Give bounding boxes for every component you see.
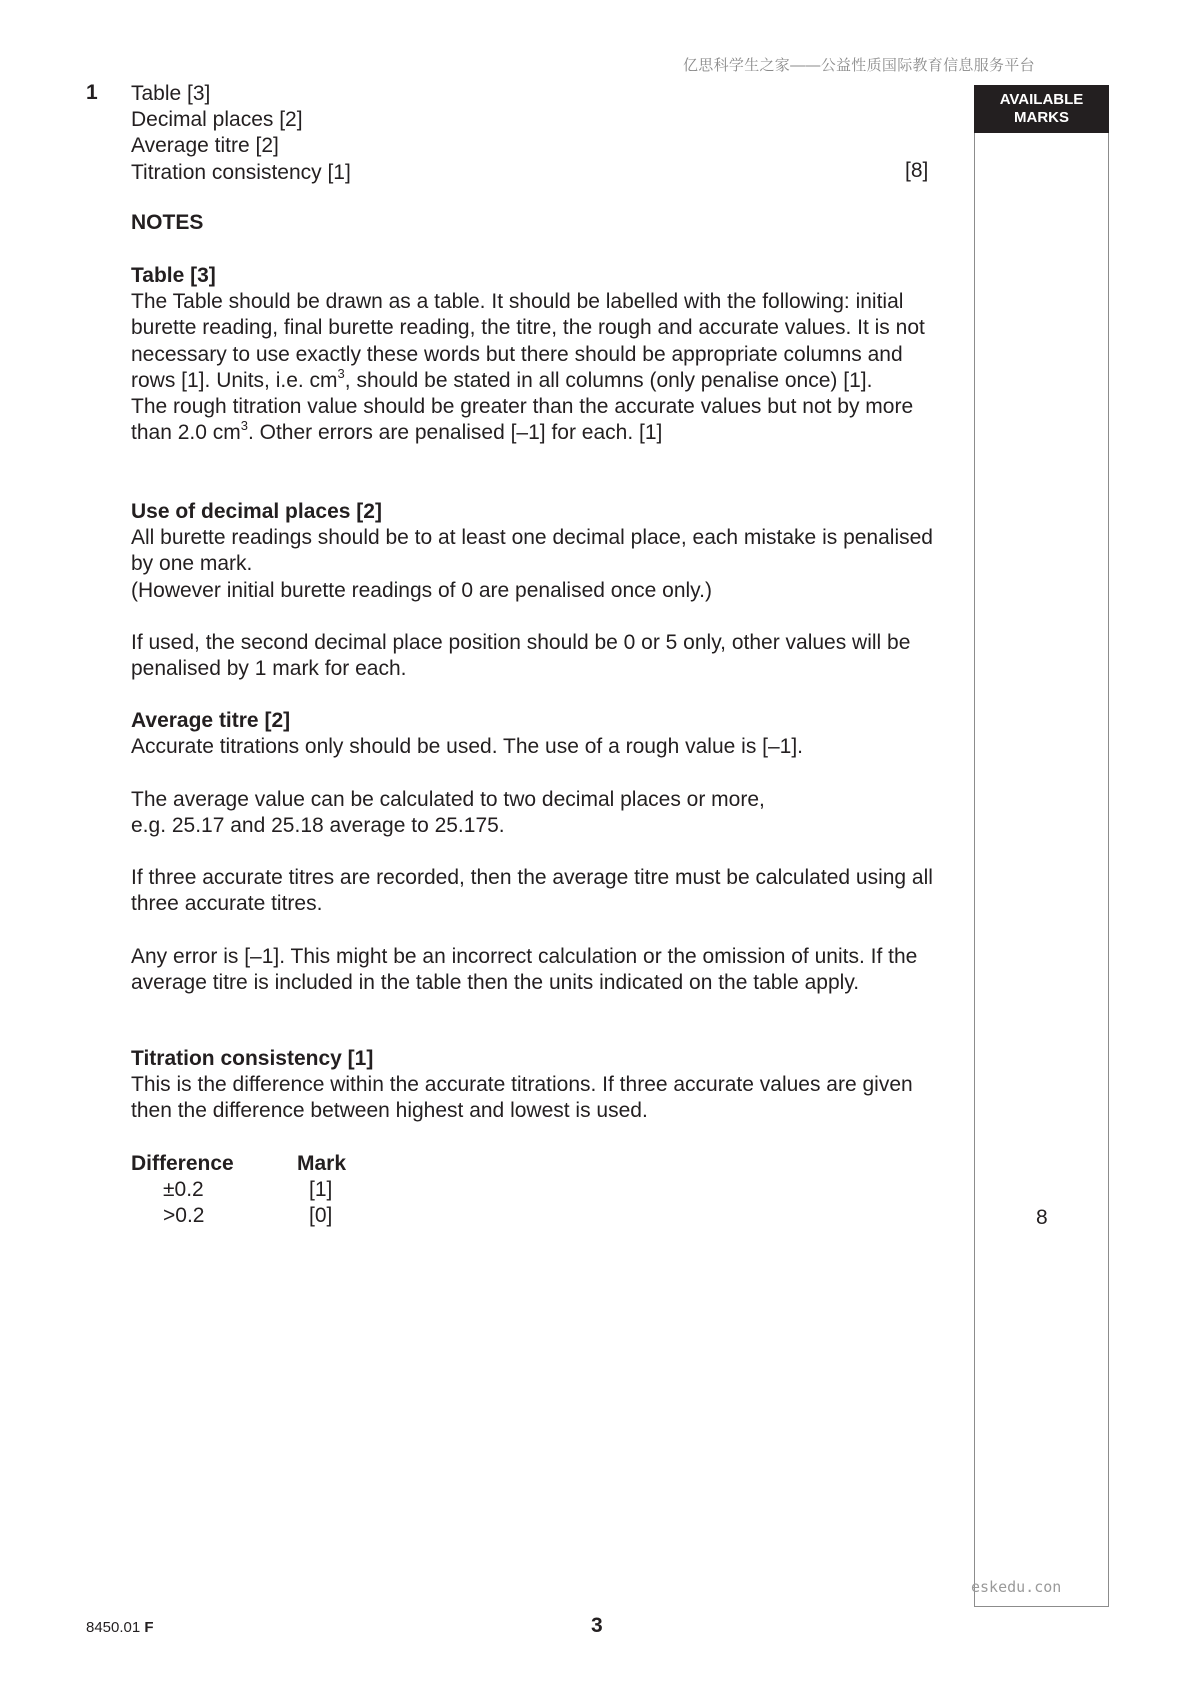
paper-code-number: 8450.01 [86, 1619, 141, 1636]
text-line: e.g. 25.17 and 25.18 average to 25.175. [131, 813, 505, 837]
superscript: 3 [240, 418, 248, 434]
superscript: 3 [337, 365, 345, 381]
available-marks-column [974, 85, 1109, 1607]
section-heading: Titration consistency [1] [131, 1047, 374, 1070]
difference-value: ±0.2 [163, 1178, 204, 1202]
text-run: . Other errors are penalised [–1] for each. [1] [247, 421, 663, 445]
table-header-row [131, 1151, 346, 1177]
section-paragraph [131, 787, 941, 839]
text-line: The average value can be calculated to two decimal places or more, [131, 787, 765, 811]
section-paragraph: Accurate titrations only should be used. The use of a rough value is [–1]. [131, 735, 804, 759]
notes-title: NOTES [131, 211, 204, 234]
available-marks-label-2: MARKS [1014, 109, 1069, 126]
summary-item: Table [3] [131, 82, 211, 105]
section-paragraph: If used, the second decimal place position should be 0 or 5 only, other values will be penalised by 1 mark for each. [131, 631, 911, 681]
summary-item: Average titre [2] [131, 134, 279, 158]
section-heading: Table [3] [131, 264, 216, 287]
section-heading: Use of decimal places [2] [131, 500, 382, 523]
mark-summary [131, 81, 351, 186]
decimal-section [131, 499, 941, 682]
text-run: The Table should be drawn as a table. It should be labelled with the following: initial burette reading, final burette reading, the titre, the rough and accurate values. It is not necessary to use exactly these words but there should be appropriate columns and rows [1]. Units, i.e. cm [131, 290, 925, 392]
section-paragraph: Any error is [–1]. This might be an incorrect calculation or the omission of units. If the average titre is included in the table then the units indicated on the table apply. [131, 944, 918, 994]
mark-value: [1] [309, 1178, 333, 1202]
available-marks-label-1: AVAILABLE [999, 91, 1084, 108]
section-paragraph [131, 394, 941, 446]
section-paragraph: All burette readings should be to at least one decimal place, each mistake is penalised by one mark. [131, 526, 933, 576]
table-row [131, 1203, 346, 1229]
paper-code [86, 1619, 154, 1636]
mark-value: [0] [309, 1204, 333, 1228]
available-marks-header [974, 85, 1109, 133]
table-section [131, 263, 941, 446]
text-run: , should be stated in all columns (only penalise once) [1]. [344, 368, 873, 392]
page-number: 3 [591, 1614, 603, 1637]
section-paragraph: (However initial burette readings of 0 are penalised once only.) [131, 578, 712, 602]
section-paragraph: This is the difference within the accurate titrations. If three accurate values are given then the difference between highest and lowest is used. [131, 1073, 913, 1123]
header-watermark: 亿思科学生之家——公益性质国际教育信息服务平台 [683, 57, 1035, 74]
summary-item: Titration consistency [1] [131, 160, 351, 184]
section-paragraph [131, 289, 941, 394]
paper-code-suffix: F [144, 1619, 154, 1636]
available-marks-value: 8 [1036, 1206, 1048, 1229]
table-row [131, 1177, 346, 1203]
total-mark: [8] [905, 159, 929, 182]
difference-value: >0.2 [163, 1204, 205, 1228]
summary-item: Decimal places [2] [131, 108, 303, 132]
difference-table [131, 1151, 346, 1230]
section-heading: Average titre [2] [131, 709, 291, 732]
section-paragraph: If three accurate titres are recorded, then the average titre must be calculated using all three accurate titres. [131, 866, 933, 916]
site-watermark: eskedu.con [971, 1578, 1062, 1596]
consistency-section [131, 1046, 941, 1125]
average-section [131, 708, 941, 996]
header-difference: Difference [131, 1152, 234, 1175]
header-mark: Mark [297, 1152, 347, 1175]
question-number: 1 [86, 81, 98, 104]
text-run: The rough titration value should be greater than the accurate values but not by more than 2.0 cm [131, 395, 914, 445]
